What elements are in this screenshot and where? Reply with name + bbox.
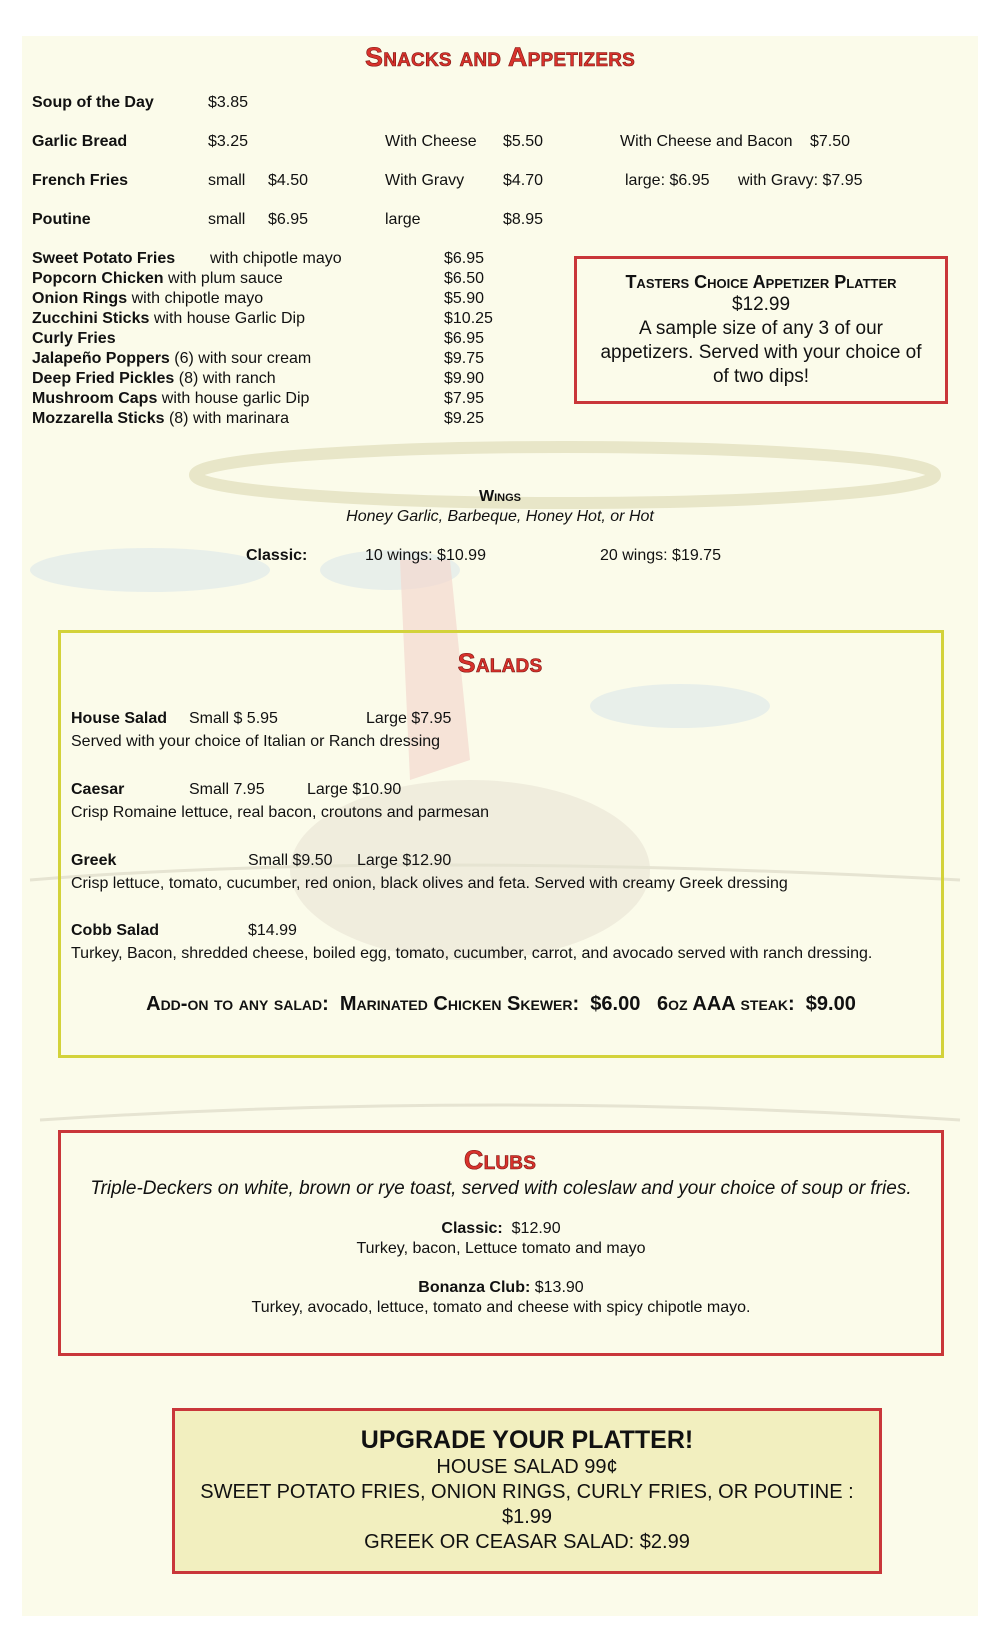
item-price: $9.25: [444, 410, 485, 427]
garlic-name: Garlic Bread: [32, 133, 128, 150]
salad-addon: [58, 993, 944, 1016]
addon-steak: 6oz AAA steak:: [657, 993, 795, 1015]
fries-gravy-price: $4.70: [503, 172, 544, 189]
item-price: $9.90: [444, 370, 485, 387]
list-item: [32, 350, 512, 370]
club-bonanza-desc: Turkey, avocado, lettuce, tomato and cheese with spicy chipotle mayo.: [251, 1299, 751, 1316]
list-item: [32, 390, 512, 410]
item-price: $7.95: [444, 390, 485, 407]
caesar-desc: Crisp Romaine lettuce, real bacon, croutons and parmesan: [71, 804, 489, 821]
fries-name: French Fries: [32, 172, 129, 189]
caesar-small: Small 7.95: [189, 781, 265, 798]
club-classic-price: $12.90: [511, 1220, 561, 1237]
garlic-cheese-label: With Cheese: [385, 133, 477, 150]
item-desc: with house Garlic Dip: [153, 310, 305, 327]
upgrade-line-1: HOUSE SALAD 99¢: [436, 1456, 618, 1478]
club-classic-desc: Turkey, bacon, Lettuce tomato and mayo: [356, 1240, 646, 1257]
item-name: Popcorn Chicken: [32, 270, 164, 287]
item-name: Zucchini Sticks: [32, 310, 150, 327]
greek-small: Small $9.50: [248, 852, 333, 869]
house-salad-small: Small $ 5.95: [189, 710, 278, 727]
club-bonanza-price: $13.90: [534, 1279, 584, 1296]
list-item: [32, 370, 512, 390]
cobb-name: Cobb Salad: [71, 922, 160, 939]
garlic-price: $3.25: [208, 133, 249, 150]
upgrade-line-3: $1.99: [501, 1506, 553, 1528]
platter-box: [574, 256, 948, 404]
list-item: [32, 290, 512, 310]
platter-desc-2: appetizers. Served with your choice of: [600, 342, 922, 363]
fries-small-price: $4.50: [268, 172, 309, 189]
fries-gravy-label: With Gravy: [385, 172, 465, 189]
item-desc: (8) with marinara: [168, 410, 289, 427]
clubs-subtitle: Triple-Deckers on white, brown or rye toast, served with coleslaw and your choice of soup or fries.: [90, 1178, 912, 1199]
platter-price: $12.99: [731, 294, 791, 315]
addon-steak-price: $9.00: [805, 993, 856, 1015]
item-price: $6.95: [444, 330, 485, 347]
caesar-name: Caesar: [71, 781, 125, 798]
house-salad-desc: Served with your choice of Italian or Ranch dressing: [71, 733, 441, 750]
item-price: $5.90: [444, 290, 485, 307]
upgrade-box: [172, 1408, 882, 1574]
list-item: [32, 330, 512, 350]
item-name: Mozzarella Sticks: [32, 410, 165, 427]
poutine-large-label: large: [385, 211, 421, 228]
garlic-cheese-price: $5.50: [503, 133, 544, 150]
greek-name: Greek: [71, 852, 117, 869]
club-classic: [58, 1220, 944, 1238]
list-item: [32, 410, 512, 430]
addon-label: Add-on to any salad:: [146, 993, 329, 1015]
soup-name: Soup of the Day: [32, 94, 154, 111]
wings-classic-label: Classic:: [246, 547, 308, 564]
club-classic-name: Classic:: [441, 1220, 503, 1237]
item-desc: with house garlic Dip: [161, 390, 310, 407]
item-price: $6.95: [444, 250, 485, 267]
wings-ten: 10 wings: $10.99: [365, 547, 486, 564]
item-desc: with plum sauce: [168, 270, 283, 287]
list-item: [32, 250, 512, 270]
appetizer-list: [32, 250, 512, 430]
fries-small-label: small: [208, 172, 246, 189]
cobb-desc: Turkey, Bacon, shredded cheese, boiled egg, tomato, cucumber, carrot, and avocado served with ranch dressing.: [71, 945, 873, 962]
clubs-heading: Clubs: [463, 1145, 537, 1175]
club-bonanza: [58, 1279, 944, 1297]
item-name: Onion Rings: [32, 290, 128, 307]
list-item: [32, 270, 512, 290]
greek-desc: Crisp lettuce, tomato, cucumber, red onion, black olives and feta. Served with creamy Greek dressing: [71, 875, 788, 892]
wings-twenty: 20 wings: $19.75: [600, 547, 721, 564]
salads-heading: Salads: [457, 648, 543, 678]
item-price: $10.25: [444, 310, 493, 327]
item-desc: with chipotle mayo: [210, 250, 342, 267]
addon-chicken: Marinated Chicken Skewer:: [339, 993, 580, 1015]
item-name: Jalapeño Poppers: [32, 350, 170, 367]
soup-price: $3.85: [208, 94, 249, 111]
greek-large: Large $12.90: [357, 852, 452, 869]
house-salad-name: House Salad: [71, 710, 168, 727]
poutine-small-price: $6.95: [268, 211, 309, 228]
item-desc: with chipotle mayo: [131, 290, 264, 307]
poutine-large-price: $8.95: [503, 211, 544, 228]
upgrade-line-4: GREEK OR CEASAR SALAD: $2.99: [364, 1531, 690, 1553]
upgrade-line-2: SWEET POTATO FRIES, ONION RINGS, CURLY FRIES, OR POUTINE :: [200, 1481, 854, 1503]
house-salad-large: Large $7.95: [366, 710, 452, 727]
upgrade-title: UPGRADE YOUR PLATTER!: [360, 1426, 694, 1454]
platter-title: Tasters Choice Appetizer Platter: [625, 272, 897, 292]
club-bonanza-name: Bonanza Club:: [418, 1279, 531, 1296]
item-name: Deep Fried Pickles: [32, 370, 175, 387]
platter-desc-3: of two dips!: [712, 366, 810, 387]
item-name: Curly Fries: [32, 330, 116, 347]
item-price: $6.50: [444, 270, 485, 287]
caesar-large: Large $10.90: [307, 781, 402, 798]
fries-large-gravy: with Gravy: $7.95: [738, 172, 863, 189]
addon-chicken-price: $6.00: [590, 993, 641, 1015]
item-desc: (6) with sour cream: [174, 350, 312, 367]
platter-desc-1: A sample size of any 3 of our: [639, 318, 883, 339]
snacks-heading: Snacks and Appetizers: [364, 42, 635, 72]
item-name: Sweet Potato Fries: [32, 250, 176, 267]
cobb-price: $14.99: [248, 922, 297, 939]
item-name: Mushroom Caps: [32, 390, 158, 407]
item-desc: (8) with ranch: [178, 370, 276, 387]
item-price: $9.75: [444, 350, 485, 367]
wings-title: Wings: [479, 488, 521, 505]
wings-flavors: Honey Garlic, Barbeque, Honey Hot, or Hot: [346, 508, 654, 525]
garlic-bacon-price: $7.50: [810, 133, 851, 150]
poutine-name: Poutine: [32, 211, 91, 228]
garlic-bacon-label: With Cheese and Bacon: [620, 133, 793, 150]
fries-large: large: $6.95: [625, 172, 710, 189]
list-item: [32, 310, 512, 330]
poutine-small-label: small: [208, 211, 246, 228]
